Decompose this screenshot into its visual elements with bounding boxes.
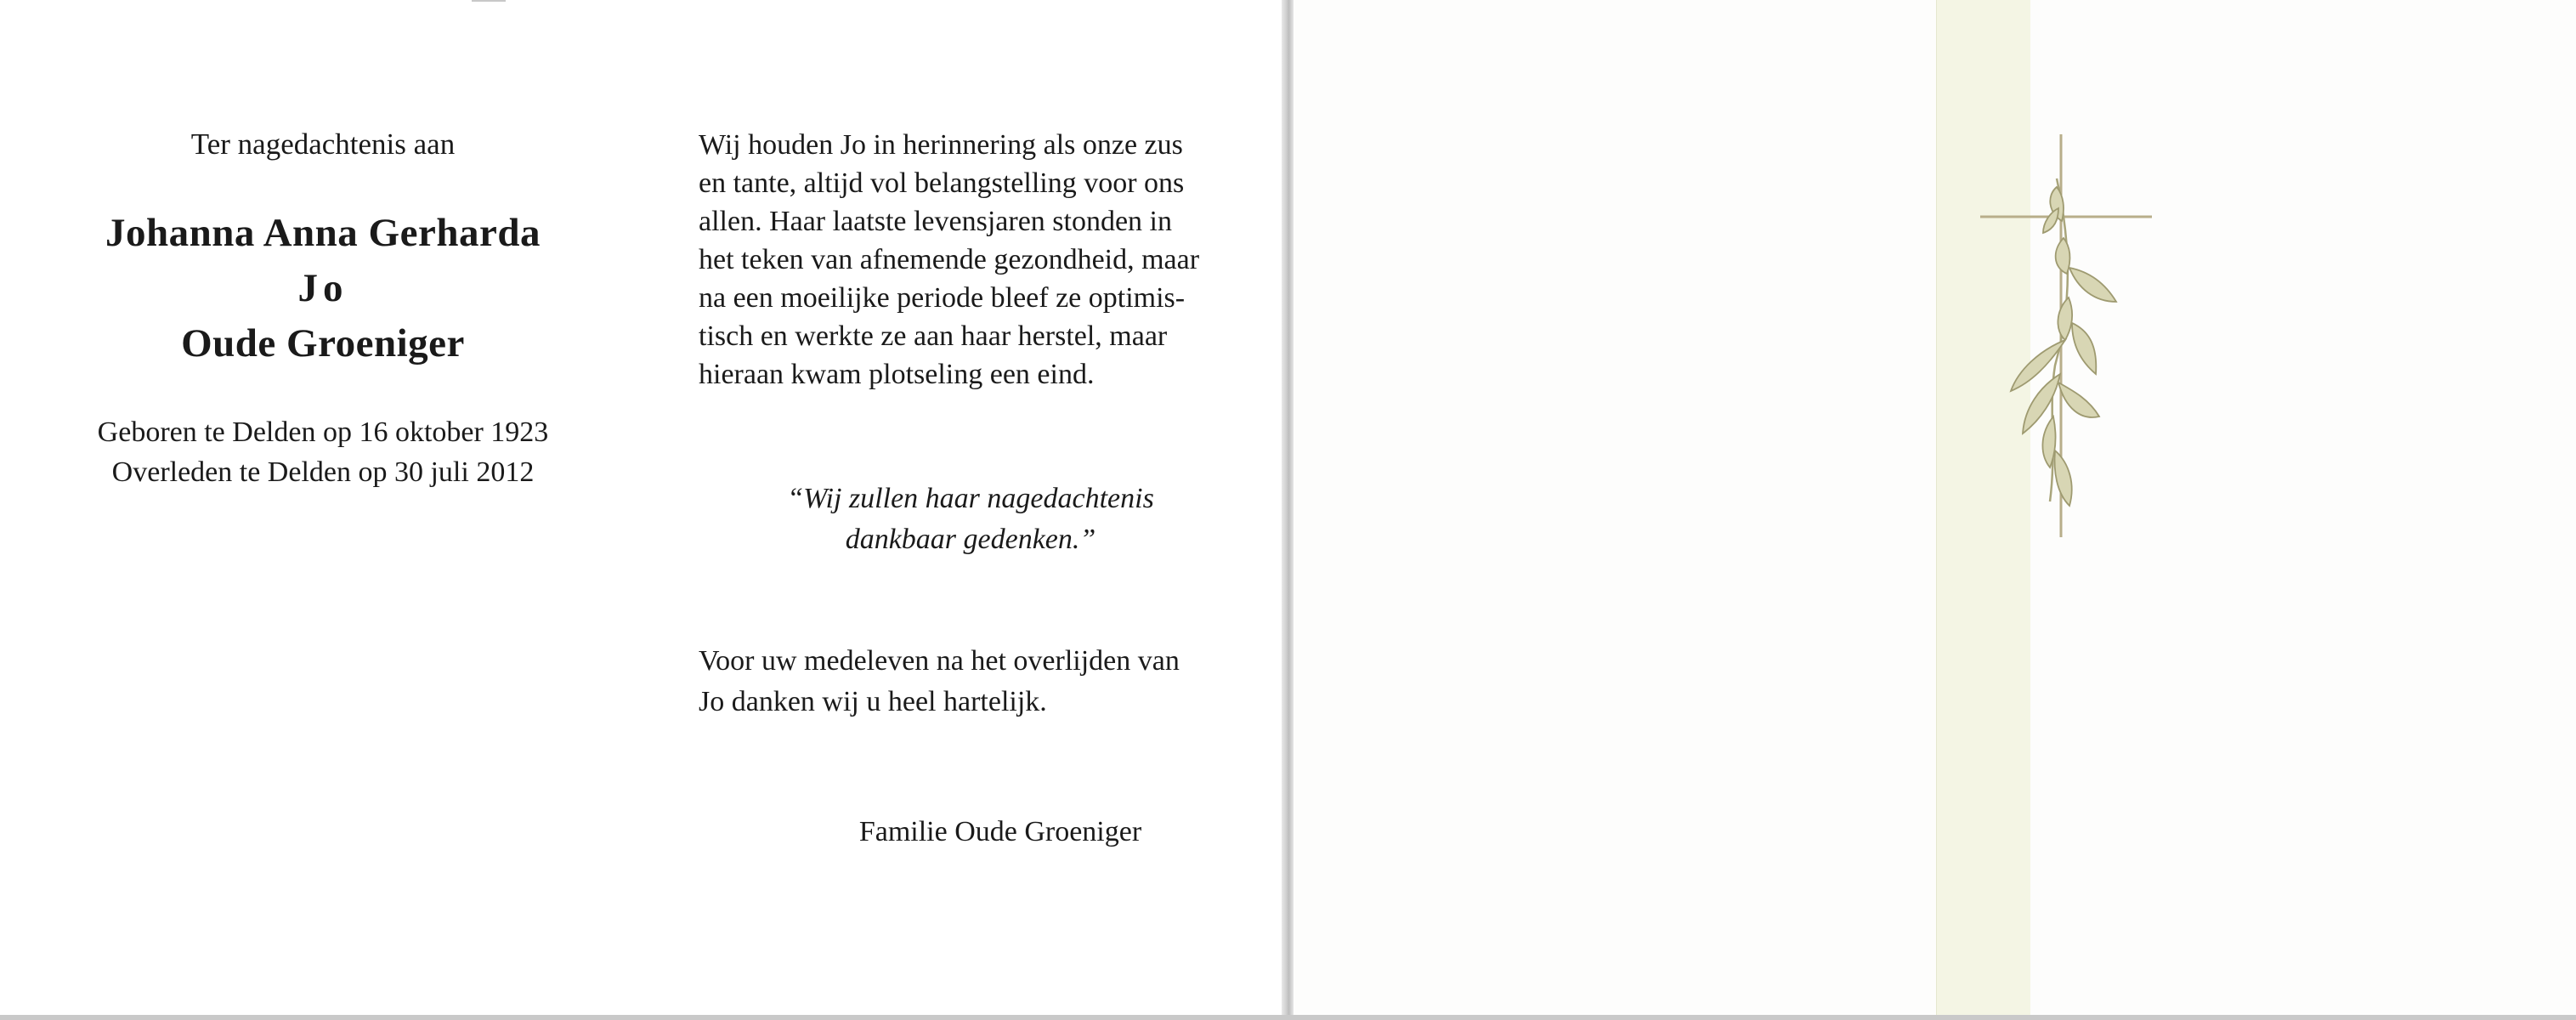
paragraph-line: allen. Haar laatste levensjaren stonden in <box>699 206 1172 237</box>
card-fold <box>1282 0 1294 1020</box>
intro-text: Ter nagedachtenis aan <box>190 128 456 161</box>
card-inner-spread <box>0 0 1282 1015</box>
family-signature: Familie Oude Groeniger <box>858 816 1142 847</box>
remembrance-paragraph <box>699 126 1243 394</box>
quote-line-2: dankbaar gedenken.” <box>845 524 1096 555</box>
thanks-paragraph <box>699 641 1243 722</box>
paragraph-line: het teken van afnemende gezondheid, maar <box>699 244 1200 275</box>
memorial-right-page <box>699 126 1243 848</box>
name-line-2: Jo <box>297 266 348 310</box>
thanks-line-2: Jo danken wij u heel hartelijk. <box>699 686 1047 717</box>
paragraph-line: tisch en werkte ze aan haar herstel, maar <box>699 320 1168 352</box>
paragraph-line: en tante, altijd vol belangstelling voor ons <box>699 167 1185 199</box>
card-front-cover <box>1294 0 2576 1015</box>
memorial-quote <box>699 479 1243 560</box>
paragraph-line: hieraan kwam plotseling een eind. <box>699 359 1095 390</box>
death-text: Overleden te Delden op 30 juli 2012 <box>111 456 535 488</box>
quote-line-1: “Wij zullen haar nagedachtenis <box>787 483 1154 514</box>
scan-bottom-edge <box>0 1015 2576 1020</box>
deceased-name <box>59 206 586 371</box>
name-line-3: Oude Groeniger <box>181 321 465 366</box>
memorial-left-page <box>59 128 586 492</box>
thanks-line-1: Voor uw medeleven na het overlijden van <box>699 645 1180 677</box>
name-line-1: Johanna Anna Gerharda <box>105 211 541 255</box>
life-dates <box>59 412 586 492</box>
paragraph-line: Wij houden Jo in herinnering als onze zus <box>699 129 1183 161</box>
cross-with-leaves-icon <box>1972 128 2159 544</box>
birth-text: Geboren te Delden op 16 oktober 1923 <box>97 416 549 448</box>
scan-mark <box>472 0 506 2</box>
paragraph-line: na een moeilijke periode bleef ze optimis- <box>699 282 1186 314</box>
